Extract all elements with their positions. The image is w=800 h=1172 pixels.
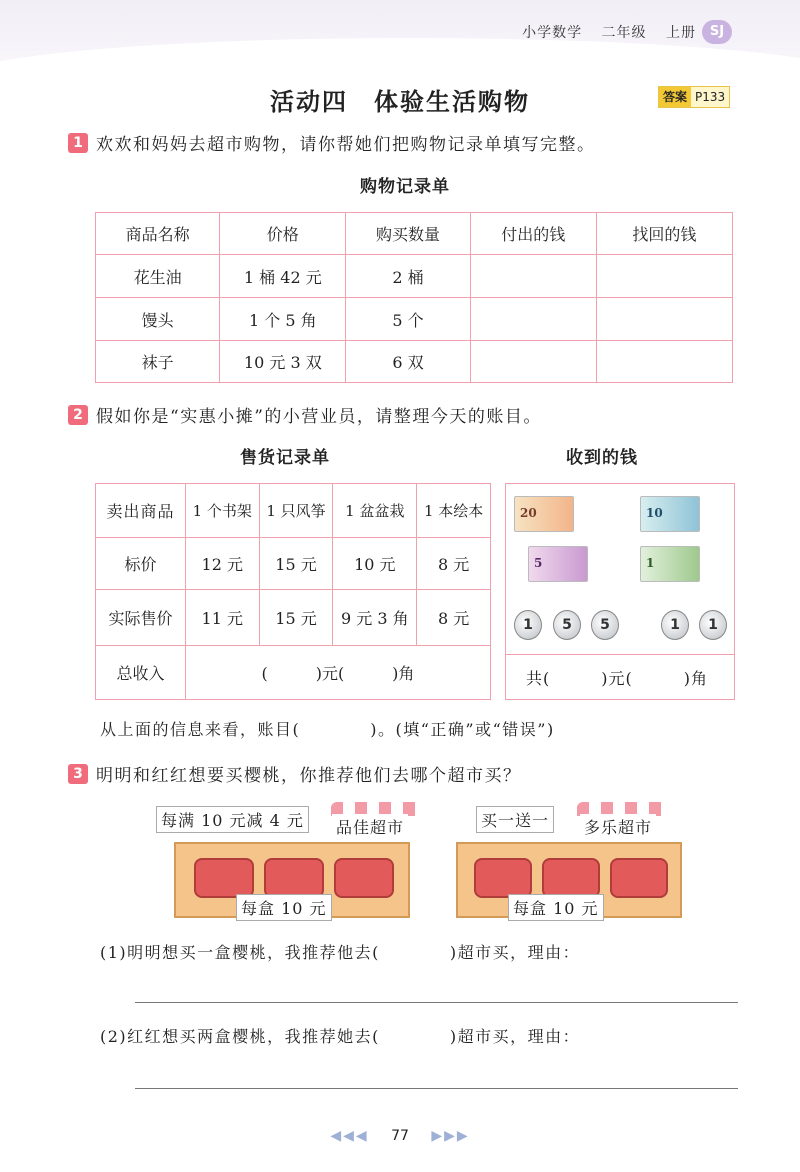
coin-icon: 5 [553,610,581,640]
coin-icon: 1 [699,610,727,640]
price-cell: 15 元 [259,538,333,590]
table-row [96,341,733,383]
header-volume: 上册 [666,25,696,41]
item-cell: 1 个书架 [185,484,259,538]
table-header: 商品名称 [96,213,220,255]
page-footer [0,1128,800,1144]
account-judgement[interactable]: 从上面的信息来看，账目( )。(填“正确”或“错误”) [100,720,555,739]
row-label: 标价 [96,538,186,590]
table-header: 找回的钱 [596,213,732,255]
item-cell: 1 本绘本 [417,484,491,538]
answer-label: 答案 [659,87,691,107]
coin-icon: 1 [514,610,542,640]
store-1-name: 品佳超市 [332,814,408,839]
q1-number: 1 [68,133,88,153]
answer-blank-cell[interactable] [596,255,732,298]
table-header-row [96,213,733,255]
price-cell: 8 元 [417,538,491,590]
answer-line[interactable] [135,1088,738,1089]
table-cell: 馒头 [96,298,220,341]
table-row [96,590,491,646]
coin-icon: 5 [591,610,619,640]
table-row [96,255,733,298]
note-value: 10 [646,506,663,520]
table-header: 付出的钱 [470,213,596,255]
answer-blank-cell[interactable] [596,341,732,383]
table-cell: 10 元 3 双 [220,341,346,383]
table-row [96,538,491,590]
store-2-price: 每盒 10 元 [508,894,604,921]
coin-icon: 1 [661,610,689,640]
table-row [96,298,733,341]
row-label: 总收入 [96,646,186,700]
answer-blank-cell[interactable] [470,341,596,383]
q3-number: 3 [68,764,88,784]
table-row [96,646,491,700]
table-header: 购买数量 [346,213,470,255]
price-cell: 10 元 [333,538,417,590]
money-caption: 收到的钱 [566,448,638,468]
answer-blank-cell[interactable] [596,298,732,341]
prev-arrows-icon: ◀◀◀ [330,1128,369,1144]
item-cell: 1 只风筝 [259,484,333,538]
store-2-name: 多乐超市 [580,814,656,839]
q3-sub1[interactable]: (1)明明想买一盒樱桃，我推荐他去( )超市买，理由： [100,943,581,962]
note-value: 20 [520,506,537,520]
store-1-promo: 每满 10 元减 4 元 [156,806,309,833]
table-header: 价格 [220,213,346,255]
banknote [640,546,700,582]
sales-caption: 售货记录单 [240,448,330,468]
table-cell: 5 个 [346,298,470,341]
answer-blank-cell[interactable] [470,298,596,341]
table-cell: 1 桶 42 元 [220,255,346,298]
total-income-blank[interactable]: ( )元( )角 [185,646,490,700]
header-grade: 二年级 [601,25,647,41]
banknote [514,496,574,532]
header-info [508,22,696,42]
next-arrows-icon: ▶▶▶ [431,1128,470,1144]
price-cell: 9 元 3 角 [333,590,417,646]
price-cell: 15 元 [259,590,333,646]
banknote [640,496,700,532]
header-subject: 小学数学 [522,25,583,41]
answer-line[interactable] [135,1002,738,1003]
table-cell: 2 桶 [346,255,470,298]
item-cell: 1 盆盆栽 [333,484,417,538]
table-row [96,484,491,538]
money-received-box [505,483,735,700]
q3-text: 明明和红红想要买樱桃，你推荐他们去哪个超市买？ [96,766,522,786]
price-cell: 8 元 [417,590,491,646]
row-label: 卖出商品 [96,484,186,538]
answer-page: P133 [695,90,726,104]
price-cell: 12 元 [185,538,259,590]
store-2-promo: 买一送一 [476,806,554,833]
q2-number: 2 [68,405,88,425]
q1-text: 欢欢和妈妈去超市购物，请你帮她们把购物记录单填写完整。 [96,135,596,155]
banknote [528,546,588,582]
table-cell: 袜子 [96,341,220,383]
store-1-price: 每盒 10 元 [236,894,332,921]
shopping-record-table [95,212,733,383]
q3-sub2[interactable]: (2)红红想买两盒樱桃，我推荐她去( )超市买，理由： [100,1027,581,1046]
table-cell: 1 个 5 角 [220,298,346,341]
page-number: 77 [391,1128,409,1144]
table-cell: 花生油 [96,255,220,298]
divider [506,654,734,655]
sales-record-table [95,483,491,700]
row-label: 实际售价 [96,590,186,646]
money-total-blank[interactable]: 共( )元( )角 [526,669,708,688]
table-cell: 6 双 [346,341,470,383]
note-value: 1 [646,556,655,570]
note-value: 5 [534,556,543,570]
header-badge: SJ [702,20,732,44]
page-title: 活动四 体验生活购物 [270,88,530,116]
q1-caption: 购物记录单 [360,177,450,197]
answer-ref[interactable] [658,86,730,108]
price-cell: 11 元 [185,590,259,646]
answer-blank-cell[interactable] [470,255,596,298]
q2-text: 假如你是“实惠小摊”的小营业员，请整理今天的账目。 [96,407,542,427]
